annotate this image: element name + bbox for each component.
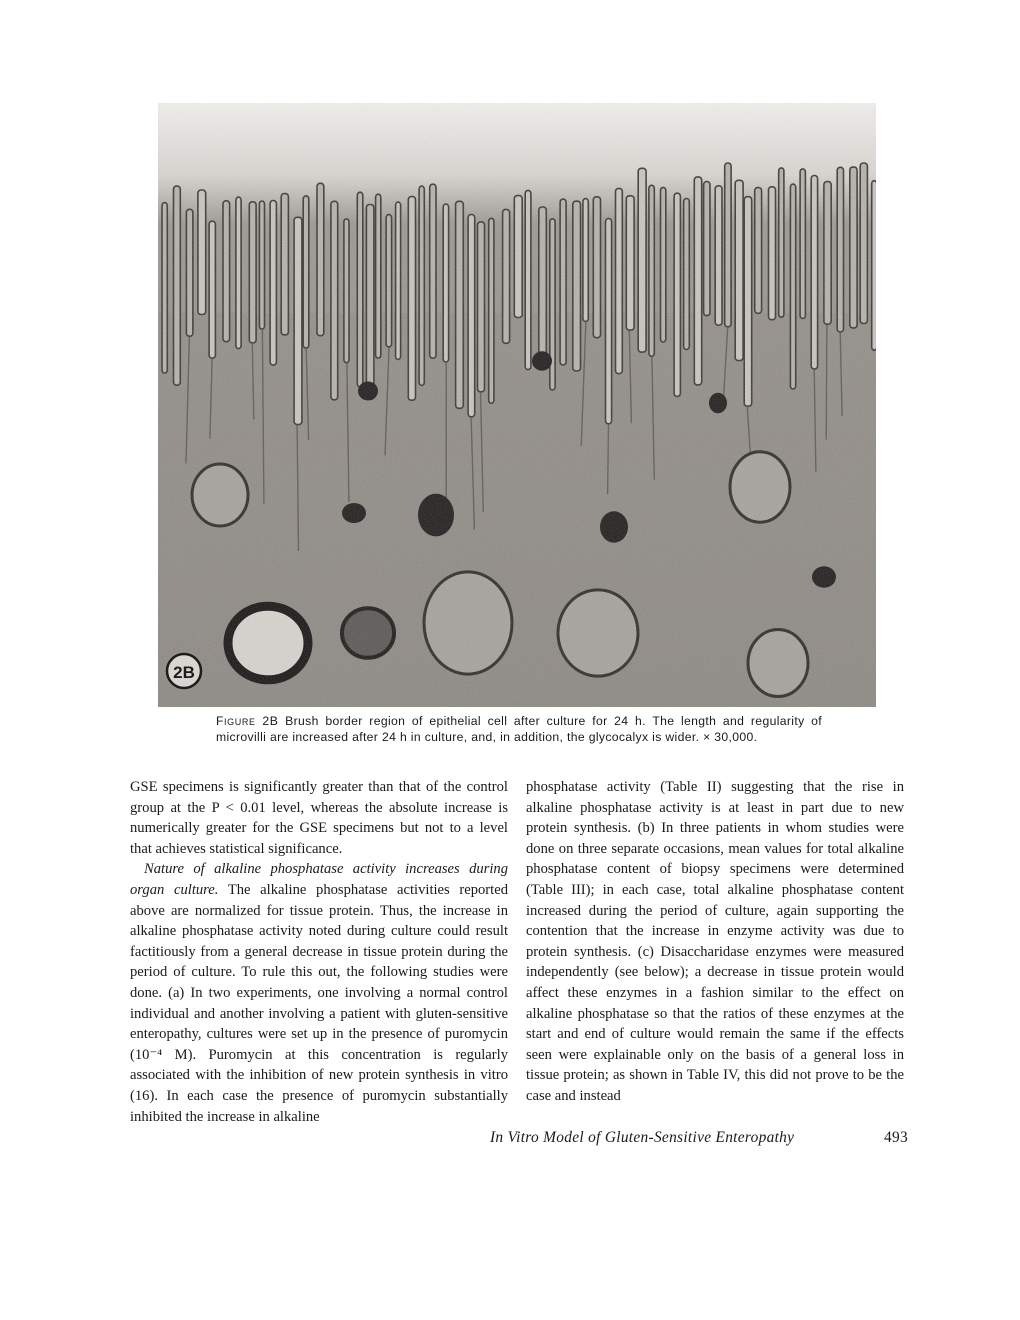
right-paragraph-1: phosphatase activity (Table II) suggesting that the rise in alkaline phosphatase activity is at least in part due to new protein synthesis. (b) In three patients in whom studies were done on three separate occasions, mean values for total alkaline phosphatase content of biopsy specimens were determined (Table III); in each case, total alkaline phosphatase content increased during the period of culture, again supporting the contention that the increase in enzyme activity was due to protein synthesis. (c) Disaccharidase enzymes were measured independently (see below); a decrease in tissue protein would affect these enzymes in a fashion similar to the effect on alkaline phosphatase so that the ratios of these enzymes at the start and end of culture would remain the same if the effects seen were explainable only on the basis of a general loss in tissue protein; as shown in Table IV, this did not prove to be the case and instead <box>526 779 904 1104</box>
left-paragraph-1: GSE specimens is significantly greater than that of the control group at the P < 0.01 level, whereas the absolute increase is numerically greater for the GSE specimens but not to a level that achieves statistical significance. <box>130 779 508 857</box>
running-title: In Vitro Model of Gluten-Sensitive Enteropathy <box>490 1129 795 1146</box>
page-number: 493 <box>884 1129 908 1146</box>
right-column <box>526 777 904 1107</box>
figure-label-badge <box>167 654 201 688</box>
left-paragraph-2-text: The alkaline phosphatase activities reported above are normalized for tissue protein. Thus, the increase in alkaline phosphatase activity noted during culture could result factitiously from a general decrease in tissue protein during the period of culture. To rule this out, the following studies were done. (a) In two experiments, one involving a normal control individual and another involving a patient with gluten-sensitive enteropathy, cultures were set up in the presence of puromycin (10⁻⁴ M). Puromycin at this concentration is regularly associated with the inhibition of new protein synthesis in vitro (16). In each case the presence of puromycin substantially inhibited the increase in alkaline <box>130 881 508 1125</box>
left-paragraph-2 <box>130 859 508 1127</box>
caption-text: Brush border region of epithelial cell after culture for 24 h. The length and regularity of microvilli are increased after 24 h in culture, and, in addition, the glycocalyx is wider. × 30,000. <box>216 714 823 744</box>
section-heading: Nature of alkaline phosphatase activity increases during organ culture. <box>130 861 508 898</box>
electron-micrograph-figure <box>158 103 876 707</box>
left-column <box>130 777 508 1127</box>
figure-label-text: 2B <box>173 663 195 682</box>
micrograph-image <box>158 103 876 707</box>
figure-caption <box>216 713 822 745</box>
caption-label: Figure 2B <box>216 714 279 728</box>
page-footer <box>490 1129 908 1147</box>
